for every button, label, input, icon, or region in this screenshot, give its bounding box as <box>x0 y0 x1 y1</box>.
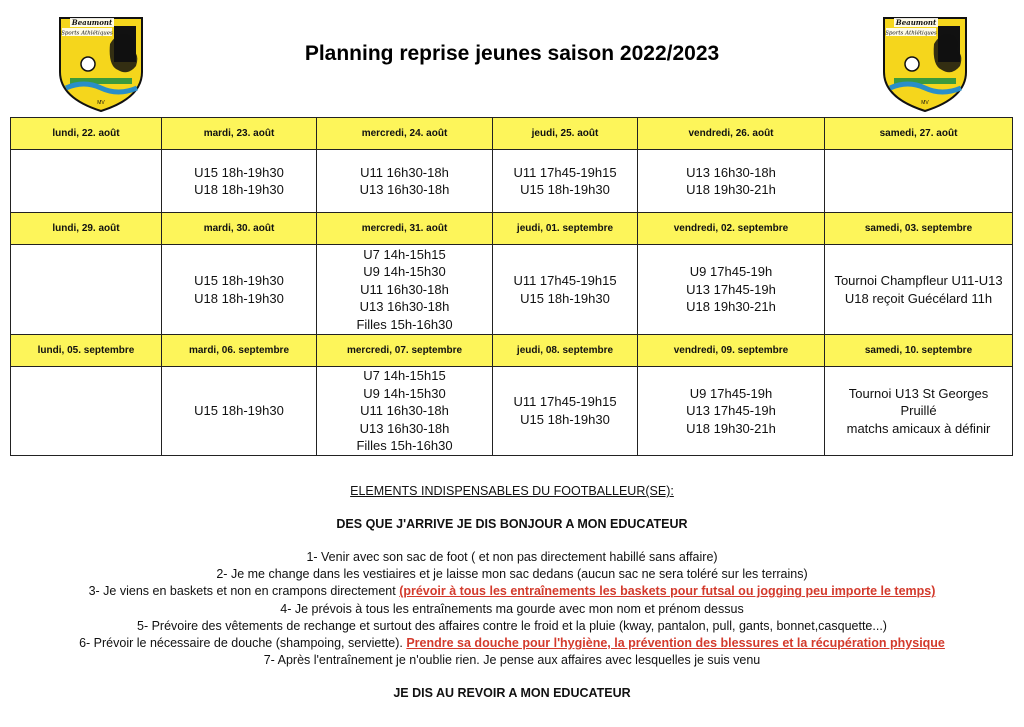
day-slots-cell <box>638 367 825 456</box>
day-label: vendredi, 09. septembre <box>638 335 825 367</box>
day-label: samedi, 10. septembre <box>825 335 1013 367</box>
session-slot: U18 19h30-21h <box>686 420 776 436</box>
svg-text:Beaumont: Beaumont <box>895 18 937 27</box>
session-slot: U13 16h30-18h <box>359 420 450 436</box>
slot-row <box>11 245 1013 335</box>
session-slot: U11 16h30-18h <box>360 281 449 297</box>
session-slot: U18 reçoit Guécélard 11h <box>844 290 993 306</box>
session-slot: U13 17h45-19h <box>686 403 776 418</box>
session-slot: matchs amicaux à définir <box>846 420 991 436</box>
session-slot: U15 18h-19h30 <box>520 290 610 306</box>
rules-heading: ELEMENTS INDISPENSABLES DU FOOTBALLEUR(SE): <box>350 484 674 498</box>
session-slot: U13 16h30-18h <box>686 164 776 180</box>
rule-item <box>0 635 1024 652</box>
slot-row <box>11 150 1013 213</box>
session-slot: U9 17h45-19h <box>689 385 773 401</box>
session-slot: U11 17h45-19h15 <box>513 273 617 288</box>
rule-item <box>0 566 1024 583</box>
rule-text: 3- Je viens en baskets et non en crampons directement <box>88 584 400 599</box>
svg-text:Sports Athlétiques: Sports Athlétiques <box>885 30 937 37</box>
rule-item <box>0 652 1024 669</box>
session-slot: U13 17h45-19h <box>686 281 776 297</box>
rule-text: 4- Je prévois à tous les entraînements ma gourde avec mon nom et prénom dessus <box>280 601 744 616</box>
day-header-row <box>11 118 1013 150</box>
svg-text:MV: MV <box>97 100 105 106</box>
session-slot: U15 18h-19h30 <box>194 403 284 418</box>
rule-item <box>0 583 1024 600</box>
day-label: mardi, 06. septembre <box>162 335 317 367</box>
day-slots-cell <box>493 367 638 456</box>
svg-text:Sports Athlétiques: Sports Athlétiques <box>61 30 113 37</box>
session-slot: U15 18h-19h30 <box>520 411 610 427</box>
session-slot: Filles 15h-16h30 <box>356 438 453 453</box>
rule-text: 1- Venir avec son sac de foot ( et non pas directement habillé sans affaire) <box>306 550 718 564</box>
day-slots-cell <box>162 150 317 213</box>
day-slots-cell <box>11 150 162 213</box>
session-slot: Tournoi Champfleur U11-U13 <box>834 273 1003 288</box>
day-slots-cell <box>638 245 825 335</box>
svg-text:Beaumont: Beaumont <box>71 18 113 27</box>
day-label: mercredi, 31. août <box>317 213 493 245</box>
session-slot: U13 16h30-18h <box>359 182 450 197</box>
slot-row <box>11 367 1013 456</box>
day-label: mardi, 30. août <box>162 213 317 245</box>
day-slots-cell <box>162 245 317 335</box>
day-slots-cell <box>825 367 1013 456</box>
rule-note: (prévoir à tous les entraînements les baskets pour futsal ou jogging peu importe le temps) <box>399 584 936 599</box>
rule-text: 7- Après l'entraînement je n'oublie rien. Je pense aux affaires avec lesquelles je suis venu <box>263 653 761 668</box>
rules-list <box>0 549 1024 669</box>
session-slot: U18 18h-19h30 <box>194 290 284 306</box>
day-label: mardi, 23. août <box>162 118 317 150</box>
day-label: jeudi, 01. septembre <box>493 213 638 245</box>
day-slots-cell <box>317 245 493 335</box>
day-label: vendredi, 26. août <box>638 118 825 150</box>
session-slot: U7 14h-15h15 <box>363 246 446 262</box>
session-slot: U11 16h30-18h <box>360 164 449 180</box>
session-slot: U15 18h-19h30 <box>520 182 610 197</box>
session-slot: U18 18h-19h30 <box>194 182 284 197</box>
day-slots-cell <box>825 150 1013 213</box>
day-slots-cell <box>825 245 1013 335</box>
day-slots-cell <box>317 150 493 213</box>
session-slot: Filles 15h-16h30 <box>356 316 453 332</box>
day-label: jeudi, 25. août <box>493 118 638 150</box>
session-slot: U18 19h30-21h <box>686 299 776 315</box>
rule-item <box>0 601 1024 618</box>
session-slot: U11 17h45-19h15 <box>513 394 617 410</box>
session-slot: U13 16h30-18h <box>359 299 450 315</box>
rule-note: Prendre sa douche pour l'hygiène, la prévention des blessures et la récupération physique <box>406 636 945 651</box>
rule-text: 5- Prévoire des vêtements de rechange et surtout des affaires contre le froid et la pluie (kway, pantalon, pull, gants, bonnet,casquette...) <box>137 618 887 633</box>
day-header-row <box>11 335 1013 367</box>
session-slot: U9 14h-15h30 <box>363 385 446 401</box>
rules-section <box>0 483 1024 701</box>
session-slot: U11 17h45-19h15 <box>513 164 617 180</box>
farewell-line: JE DIS AU REVOIR A MON EDUCATEUR <box>393 686 631 701</box>
planning-body <box>11 118 1013 456</box>
day-slots-cell <box>162 367 317 456</box>
day-label: vendredi, 02. septembre <box>638 213 825 245</box>
day-slots-cell <box>11 367 162 456</box>
day-label: mercredi, 07. septembre <box>317 335 493 367</box>
session-slot: U11 16h30-18h <box>360 403 449 418</box>
session-slot: U7 14h-15h15 <box>363 368 446 383</box>
day-label: samedi, 03. septembre <box>825 213 1013 245</box>
day-label: lundi, 29. août <box>11 213 162 245</box>
day-slots-cell <box>11 245 162 335</box>
planning-table <box>10 117 1013 456</box>
day-label: lundi, 22. août <box>11 118 162 150</box>
rule-item <box>0 549 1024 566</box>
rule-text: 6- Prévoir le nécessaire de douche (shampoing, serviette). <box>79 636 407 651</box>
day-label: samedi, 27. août <box>825 118 1013 150</box>
page-title: Planning reprise jeunes saison 2022/2023 <box>304 42 720 65</box>
day-slots-cell <box>493 245 638 335</box>
svg-text:MV: MV <box>921 100 929 106</box>
greeting-line: DES QUE J'ARRIVE JE DIS BONJOUR A MON EDUCATEUR <box>336 517 688 531</box>
day-label: mercredi, 24. août <box>317 118 493 150</box>
rule-item <box>0 618 1024 635</box>
session-slot: Pruillé <box>900 403 937 418</box>
day-slots-cell <box>638 150 825 213</box>
rule-text: 2- Je me change dans les vestiaires et je laisse mon sac dedans (aucun sac ne sera toléré sur les terrains) <box>216 567 808 582</box>
session-slot: U15 18h-19h30 <box>194 164 284 180</box>
day-label: lundi, 05. septembre <box>11 335 162 367</box>
session-slot: U9 14h-15h30 <box>363 264 446 280</box>
day-header-row <box>11 213 1013 245</box>
day-slots-cell <box>493 150 638 213</box>
session-slot: U15 18h-19h30 <box>194 273 284 288</box>
session-slot: U9 17h45-19h <box>689 264 773 280</box>
session-slot: U18 19h30-21h <box>686 182 776 197</box>
session-slot: Tournoi U13 St Georges <box>848 385 989 401</box>
day-label: jeudi, 08. septembre <box>493 335 638 367</box>
day-slots-cell <box>317 367 493 456</box>
